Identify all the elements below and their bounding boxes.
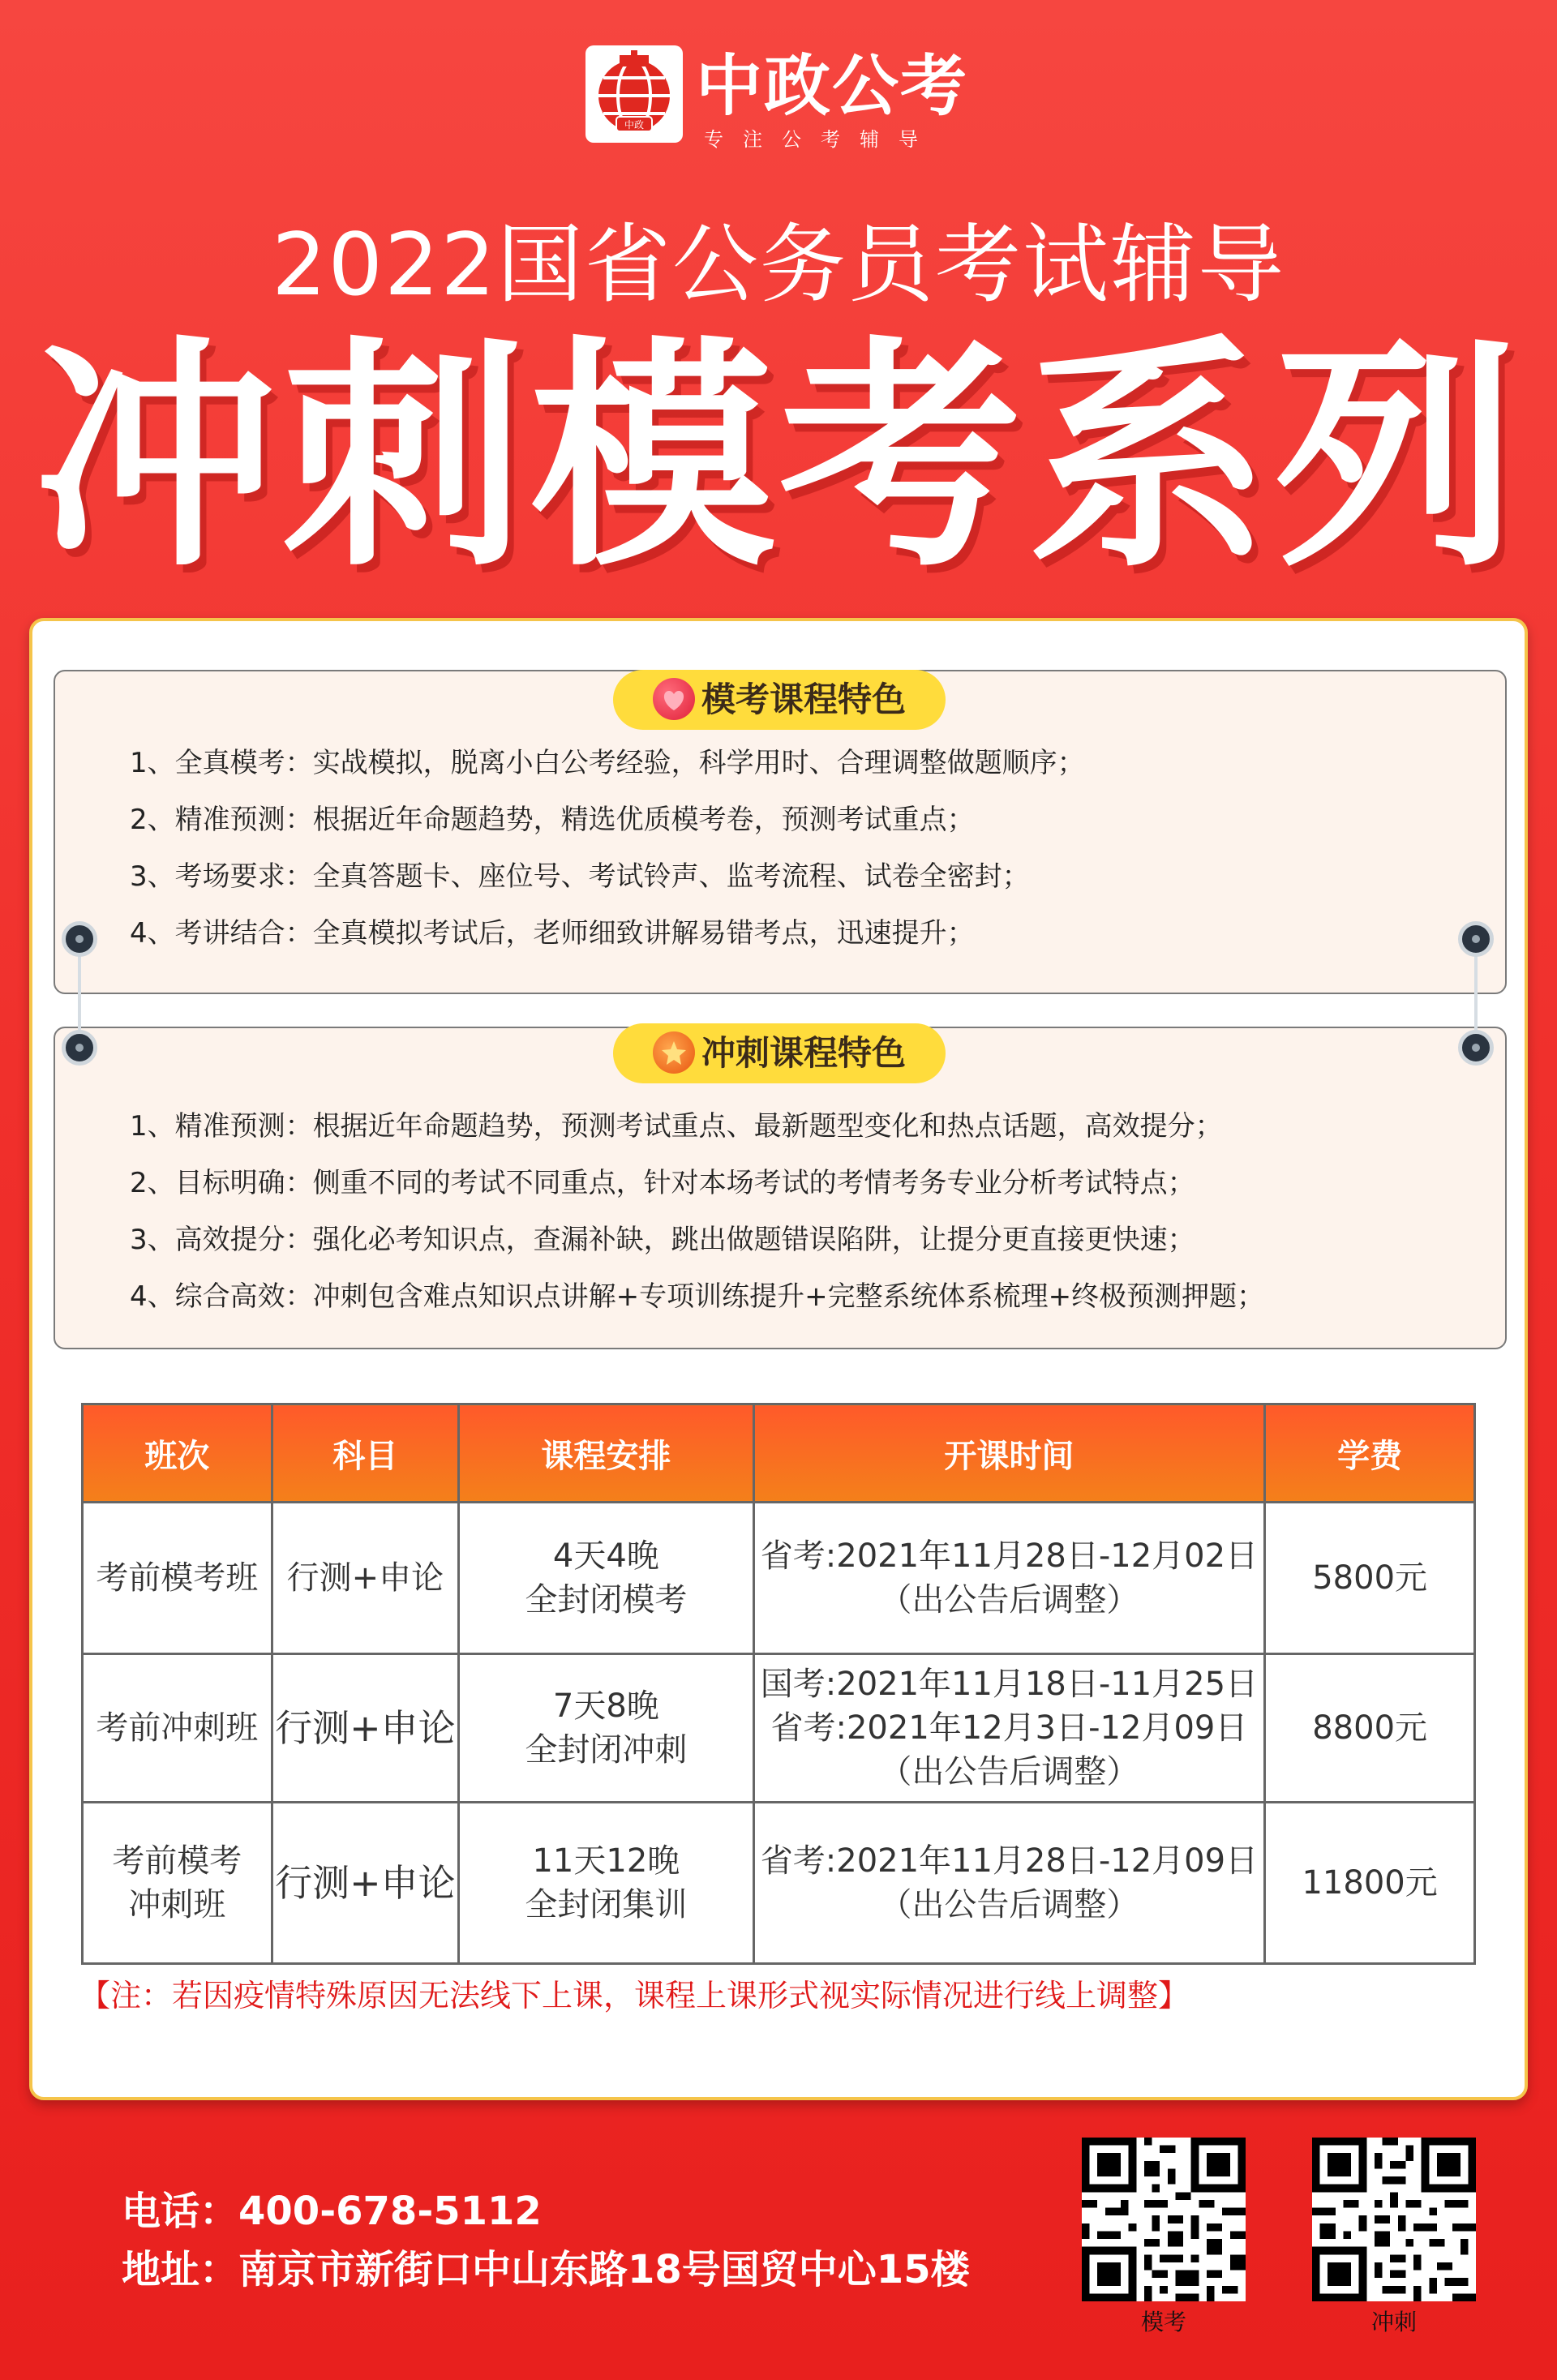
mock-features-title	[613, 670, 946, 730]
mock-feature-item: 4、考讲结合：全真模拟考试后，老师细致讲解易错考点，迅速提升；	[130, 917, 975, 950]
cell-fee: 8800元	[1265, 1654, 1475, 1803]
heart-icon	[653, 678, 695, 720]
qr-code-icon[interactable]	[1312, 2138, 1476, 2301]
contact-phone: 电话：400-678-5112	[122, 2189, 542, 2234]
page-subtitle: 2022国省公务员考试辅导	[272, 215, 1285, 315]
brand-name: 中政公考	[696, 47, 969, 125]
globe-logo-icon	[585, 45, 683, 143]
binder-ring-icon	[62, 921, 97, 957]
contact-address: 地址：南京市新街口中山东路18号国贸中心15楼	[122, 2247, 970, 2292]
binder-ring-icon	[1458, 921, 1494, 957]
header-fee: 学费	[1265, 1404, 1475, 1503]
header-schedule: 课程安排	[459, 1404, 754, 1503]
header-subject: 科目	[272, 1404, 458, 1503]
sprint-features-title	[613, 1023, 946, 1083]
cell-fee: 5800元	[1265, 1503, 1475, 1654]
cell-class: 考前模考 冲刺班	[83, 1803, 272, 1964]
mock-feature-item: 1、全真模考：实战模拟，脱离小白公考经验，科学用时、合理调整做题顺序；	[130, 747, 1085, 779]
table-header-row	[83, 1404, 1475, 1503]
cell-start-time: 省考:2021年11月28日-12月02日 （出公告后调整）	[753, 1503, 1265, 1654]
qr-code-icon[interactable]	[1082, 2138, 1246, 2301]
cell-subject: 行测+申论	[272, 1654, 458, 1803]
cell-subject: 行测+申论	[272, 1503, 458, 1654]
qr-label-sprint: 冲刺	[1370, 2309, 1417, 2335]
cell-schedule: 11天12晚 全封闭集训	[459, 1803, 754, 1964]
course-schedule-table	[81, 1403, 1476, 1965]
brand-header	[585, 45, 983, 149]
brand-tagline: 专注公考辅导	[704, 128, 937, 151]
mock-feature-item: 3、考场要求：全真答题卡、座位号、考试铃声、监考流程、试卷全密封；	[130, 860, 1030, 893]
cell-schedule: 7天8晚 全封闭冲刺	[459, 1654, 754, 1803]
cell-class: 考前模考班	[83, 1503, 272, 1654]
sprint-feature-item: 2、目标明确：侧重不同的考试不同重点，针对本场考试的考情考务专业分析考试特点；	[130, 1167, 1195, 1199]
cell-class: 考前冲刺班	[83, 1654, 272, 1803]
cell-start-time: 省考:2021年11月28日-12月09日 （出公告后调整）	[753, 1803, 1265, 1964]
sprint-features-title-text: 冲刺课程特色	[701, 1033, 906, 1073]
cell-subject: 行测+申论	[272, 1803, 458, 1964]
table-row	[83, 1503, 1475, 1654]
table-row	[83, 1654, 1475, 1803]
page-headline: 冲刺模考系列	[34, 316, 1523, 599]
cell-start-time: 国考:2021年11月18日-11月25日 省考:2021年12月3日-12月09日 （出公告后调整）	[753, 1654, 1265, 1803]
cell-schedule: 4天4晚 全封闭模考	[459, 1503, 754, 1654]
sprint-feature-item: 4、综合高效：冲刺包含难点知识点讲解+专项训练提升+完整系统体系梳理+终极预测押题；	[130, 1280, 1265, 1313]
mock-feature-item: 2、精准预测：根据近年命题趋势，精选优质模考卷，预测考试重点；	[130, 804, 975, 836]
brand-logo	[585, 45, 683, 143]
table-row	[83, 1803, 1475, 1964]
binder-wire	[1474, 949, 1478, 1030]
logo-text: 中政	[624, 119, 645, 131]
cell-fee: 11800元	[1265, 1803, 1475, 1964]
mock-features-title-text: 模考课程特色	[701, 680, 906, 719]
notice-text: 【注：若因疫情特殊原因无法线下上课，课程上课形式视实际情况进行线上调整】	[79, 1978, 1190, 2013]
qr-label-mock: 模考	[1140, 2309, 1186, 2335]
binder-ring-icon	[1458, 1030, 1494, 1066]
header-class: 班次	[83, 1404, 272, 1503]
medal-icon	[653, 1031, 695, 1074]
sprint-feature-item: 3、高效提分：强化必考知识点，查漏补缺，跳出做题错误陷阱，让提分更直接更快速；	[130, 1224, 1195, 1256]
header-start-time: 开课时间	[753, 1404, 1265, 1503]
binder-wire	[78, 949, 81, 1030]
sprint-feature-item: 1、精准预测：根据近年命题趋势，预测考试重点、最新题型变化和热点话题，高效提分；	[130, 1110, 1223, 1143]
binder-ring-icon	[62, 1030, 97, 1066]
